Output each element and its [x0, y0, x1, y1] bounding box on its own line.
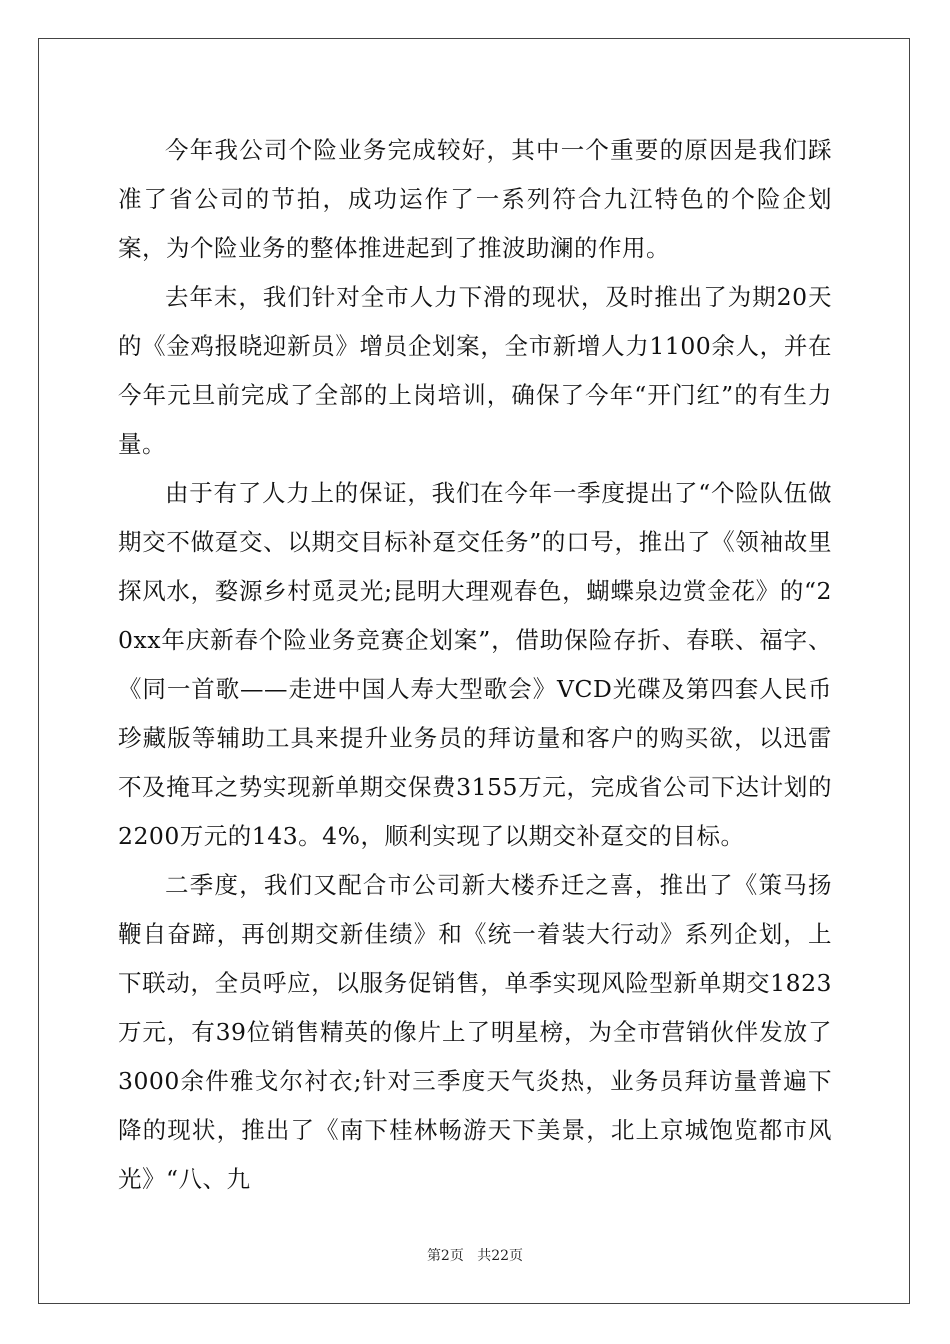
page-number: 第2页: [426, 1248, 464, 1264]
paragraph-1: 今年我公司个险业务完成较好，其中一个重要的原因是我们踩准了省公司的节拍，成功运作了一系列符合九江特色的个险企划案，为个险业务的整体推进起到了推波助澜的作用。: [118, 136, 832, 262]
paragraph-2: 去年末，我们针对全市人力下滑的现状，及时推出了为期20天的《金鸡报晓迎新员》增员企划案，全市新增人力1100余人，并在今年元旦前完成了全部的上岗培训，确保了今年“开门红”的有生力量。: [118, 283, 832, 458]
total-pages: 共22页: [477, 1248, 524, 1264]
footer-spacer: [464, 1248, 477, 1264]
document-body: [118, 126, 832, 1204]
paragraph-3: 由于有了人力上的保证，我们在今年一季度提出了“个险队伍做期交不做趸交、以期交目标补趸交任务”的口号，推出了《领袖故里探风水，婺源乡村觅灵光;昆明大理观春色，蝴蝶泉边赏金花》的“20xx年庆新春个险业务竞赛企划案”，借助保险存折、春联、福字、《同一首歌——走进中国人寿大型歌会》VCD光碟及第四套人民币珍藏版等辅助工具来提升业务员的拜访量和客户的购买欲，以迅雷不及掩耳之势实现新单期交保费3155万元，完成省公司下达计划的2200万元的143。4%，顺利实现了以期交补趸交的目标。: [118, 479, 832, 850]
page-footer: [0, 1247, 950, 1265]
paragraph-4: 二季度，我们又配合市公司新大楼乔迁之喜，推出了《策马扬鞭自奋蹄，再创期交新佳绩》和《统一着装大行动》系列企划，上下联动，全员呼应，以服务促销售，单季实现风险型新单期交1823万元，有39位销售精英的像片上了明星榜，为全市营销伙伴发放了3000余件雅戈尔衬衣;针对三季度天气炎热，业务员拜访量普遍下降的现状，推出了《南下桂林畅游天下美景，北上京城饱览都市风光》“八、九: [118, 871, 832, 1193]
